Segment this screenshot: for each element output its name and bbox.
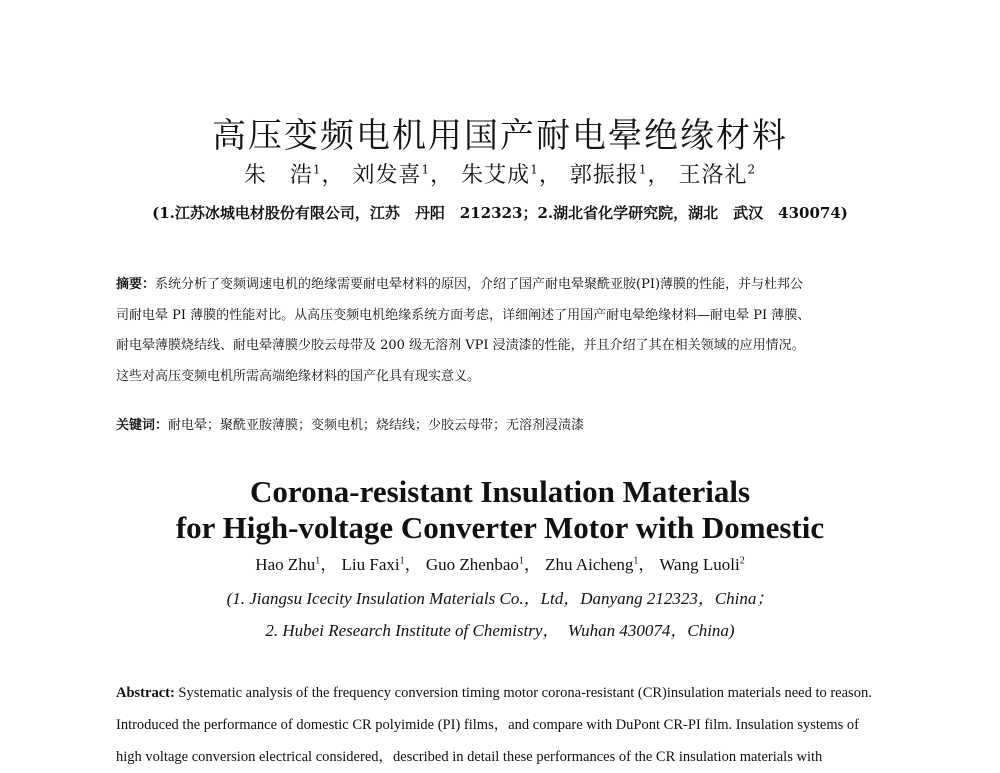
- author-affil-mark: 1: [312, 162, 322, 177]
- author-affil-mark: 1: [315, 555, 321, 567]
- abstract-line: 摘要：系统分析了变频调速电机的绝缘需要耐电晕材料的原因，介绍了国产耐电晕聚酰亚胺(PI)薄膜的性能，并与杜邦公: [116, 277, 804, 292]
- abstract-label: 摘要：: [116, 277, 156, 292]
- author-affil-mark: 1: [530, 162, 539, 177]
- abstract-line: 司耐电晕 PI 薄膜的性能对比。从高压变频电机绝缘系统方面考虑，详细阐述了用国产耐电晕绝缘材料—耐电晕 PI 薄膜、: [116, 307, 811, 323]
- author-affil-mark: 1: [399, 555, 405, 567]
- author-name: 王洛礼: [678, 163, 748, 188]
- author-name: Hao Zhu: [255, 555, 316, 574]
- author-affil-mark: 2: [747, 162, 757, 177]
- author-name: 郭振报: [569, 163, 639, 188]
- abstract-line: Introduced the performance of domestic CR polyimide (PI) films，and compare with DuPont CR-PI film. Insulation systems of: [116, 717, 859, 733]
- author-name: 朱艾成: [461, 163, 531, 188]
- abstract-label: Abstract:: [116, 685, 175, 701]
- english-abstract: [116, 677, 920, 773]
- keywords-label: 关键词：: [116, 418, 169, 433]
- abstract-line: high voltage conversion electrical considered，described in detail these performances of the CR insulation materials with: [116, 749, 823, 765]
- author-affil-mark: 1: [638, 162, 648, 177]
- english-authors: Hao Zhu$^1$， Liu Faxi$^1$， Guo Zhenbao$^1$， Zhu Aicheng$^1$， Wang Luoli$^2$: [255, 555, 745, 574]
- author-name: Zhu Aicheng: [545, 555, 634, 574]
- abstract-line: 耐电晕薄膜烧结线、耐电晕薄膜少胶云母带及 200 级无溶剂 VPI 浸渍漆的性能，并且介绍了其在相关领域的应用情况。: [116, 338, 805, 353]
- english-affiliations: [0, 583, 1000, 647]
- english-title-line: Corona-resistant Insulation Materials: [249, 474, 751, 509]
- keywords-text: 耐电晕；聚酰亚胺薄膜；变频电机；烧结线；少胶云母带；无溶剂浸渍漆: [168, 418, 585, 433]
- abstract-line: Abstract: Systematic analysis of the frequency conversion timing motor corona-resistant (CR)insulation materials need to reason.: [116, 685, 872, 701]
- author-affil-mark: 1: [518, 555, 524, 567]
- english-affil-line: 2. Hubei Research Institute of Chemistry， Wuhan 430074，China): [265, 621, 735, 640]
- chinese-keywords: [116, 414, 920, 433]
- chinese-title: 高压变频电机用国产耐电晕绝缘材料: [212, 116, 788, 156]
- english-affil-line: (1. Jiangsu Icecity Insulation Materials Co.，Ltd，Danyang 212323，China；: [226, 589, 774, 608]
- author-name: Liu Faxi: [341, 555, 400, 574]
- english-title-line: for High-voltage Converter Motor with Domestic: [175, 510, 825, 545]
- author-name: 朱 浩: [243, 163, 313, 188]
- author-name: 刘发喜: [352, 163, 422, 188]
- author-affil-mark: 1: [421, 162, 431, 177]
- abstract-line: 这些对高压变频电机所需高端绝缘材料的国产化具有现实意义。: [116, 368, 481, 384]
- author-name: Guo Zhenbao: [425, 555, 519, 574]
- author-affil-mark: 2: [739, 555, 745, 567]
- author-name: Wang Luoli: [659, 555, 740, 574]
- chinese-authors: 朱 浩$^1$， 刘发喜$^1$， 朱艾成$^1$， 郭振报$^1$， 王洛礼$^2$: [243, 162, 757, 188]
- author-affil-mark: 1: [633, 555, 639, 567]
- chinese-abstract: [116, 270, 920, 392]
- english-title: [0, 474, 1000, 546]
- chinese-affiliations: (1.江苏冰城电材股份有限公司，江苏 丹阳 212323；2.湖北省化学研究院，湖北 武汉 430074): [152, 204, 848, 222]
